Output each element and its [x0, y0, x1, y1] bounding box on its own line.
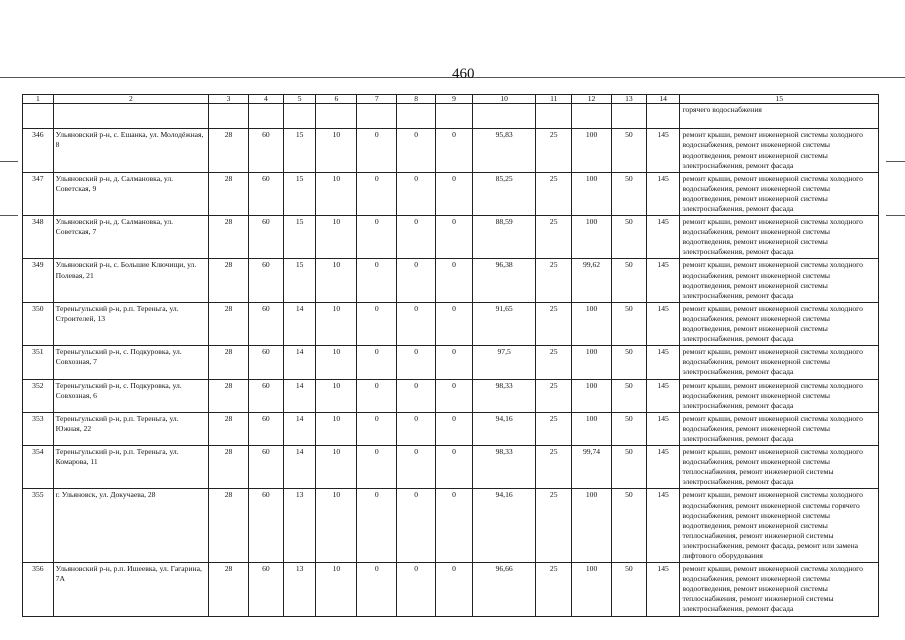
- value-cell: 10: [316, 563, 357, 616]
- value-cell: 28: [209, 379, 249, 412]
- scan-margin-mark: [0, 215, 18, 216]
- value-cell: 0: [357, 563, 397, 616]
- value-cell: 0: [436, 412, 473, 445]
- value-cell: 0: [357, 216, 397, 259]
- value-cell: 50: [611, 489, 646, 563]
- value-cell: 94,16: [472, 412, 535, 445]
- value-cell: 50: [611, 172, 646, 215]
- value-cell: 60: [248, 412, 283, 445]
- value-cell: 0: [357, 346, 397, 379]
- value-cell: 15: [283, 259, 316, 302]
- value-cell: 85,25: [472, 172, 535, 215]
- works-cell: ремонт крыши, ремонт инженерной системы холодного водоснабжения, ремонт инженерной системы водоотведения, ремонт инженерной системы электроснабжения, ремонт фасада: [680, 129, 879, 172]
- value-cell: 96,38: [472, 259, 535, 302]
- value-cell: 145: [646, 379, 680, 412]
- value-cell: 0: [436, 346, 473, 379]
- value-cell: 28: [209, 129, 249, 172]
- address-cell: Тереньгульский р-н, р.п. Тереньга, ул. Южная, 22: [53, 412, 208, 445]
- value-cell: 100: [572, 379, 612, 412]
- table-row: [23, 412, 879, 445]
- row-number-cell: 350: [23, 302, 54, 345]
- value-cell: 28: [209, 302, 249, 345]
- value-cell: 25: [536, 216, 572, 259]
- table-row: [23, 302, 879, 345]
- value-cell: 10: [316, 346, 357, 379]
- value-cell: 100: [572, 346, 612, 379]
- address-cell: Тереньгульский р-н, с. Подкуровка, ул. Совхозная, 7: [53, 346, 208, 379]
- value-cell: 100: [572, 129, 612, 172]
- address-cell: Тереньгульский р-н, р.п. Тереньга, ул. Комарова, 11: [53, 446, 208, 489]
- value-cell: 0: [357, 489, 397, 563]
- value-cell: 60: [248, 302, 283, 345]
- works-cell: ремонт крыши, ремонт инженерной системы холодного водоснабжения, ремонт инженерной системы водоотведения, ремонт инженерной системы электроснабжения, ремонт фасада: [680, 302, 879, 345]
- empty-cell: [248, 104, 283, 129]
- address-cell: г. Ульяновск, ул. Докучаева, 28: [53, 489, 208, 563]
- empty-cell: [209, 104, 249, 129]
- empty-cell: [53, 104, 208, 129]
- value-cell: 0: [357, 129, 397, 172]
- value-cell: 50: [611, 216, 646, 259]
- value-cell: 145: [646, 172, 680, 215]
- value-cell: 0: [436, 563, 473, 616]
- header-cell: 5: [283, 95, 316, 104]
- value-cell: 25: [536, 302, 572, 345]
- works-cell: ремонт крыши, ремонт инженерной системы холодного водоснабжения, ремонт инженерной системы водоотведения, ремонт инженерной системы теплоснабжения, ремонт инженерной системы электроснабжения, ремонт фасада: [680, 563, 879, 616]
- empty-cell: [572, 104, 612, 129]
- works-cell: ремонт крыши, ремонт инженерной системы холодного водоснабжения, ремонт инженерной системы электроснабжения, ремонт фасада: [680, 346, 879, 379]
- value-cell: 25: [536, 346, 572, 379]
- header-cell: 2: [53, 95, 208, 104]
- works-cell: ремонт крыши, ремонт инженерной системы холодного водоснабжения, ремонт инженерной системы горячего водоснабжения, ремонт инженерной системы водоотведения, ремонт инженерной системы теплоснабжения, ремонт инженерной системы электроснабжения, ремонт фасада, ремонт или замена лифтового оборудования: [680, 489, 879, 563]
- works-cell: ремонт крыши, ремонт инженерной системы холодного водоснабжения, ремонт инженерной системы водоотведения, ремонт инженерной системы электроснабжения, ремонт фасада: [680, 172, 879, 215]
- value-cell: 60: [248, 379, 283, 412]
- value-cell: 28: [209, 446, 249, 489]
- value-cell: 60: [248, 346, 283, 379]
- table-row: [23, 379, 879, 412]
- value-cell: 0: [397, 412, 436, 445]
- works-cell: ремонт крыши, ремонт инженерной системы холодного водоснабжения, ремонт инженерной системы водоотведения, ремонт инженерной системы электроснабжения, ремонт фасада: [680, 216, 879, 259]
- value-cell: 25: [536, 412, 572, 445]
- value-cell: 60: [248, 216, 283, 259]
- value-cell: 25: [536, 563, 572, 616]
- empty-cell: [472, 104, 535, 129]
- value-cell: 145: [646, 216, 680, 259]
- row-number-cell: 348: [23, 216, 54, 259]
- works-cell: ремонт крыши, ремонт инженерной системы холодного водоснабжения, ремонт инженерной системы электроснабжения, ремонт фасада: [680, 379, 879, 412]
- value-cell: 99,74: [572, 446, 612, 489]
- value-cell: 0: [397, 563, 436, 616]
- value-cell: 145: [646, 489, 680, 563]
- value-cell: 28: [209, 259, 249, 302]
- value-cell: 100: [572, 563, 612, 616]
- value-cell: 0: [357, 446, 397, 489]
- continuation-row: [23, 104, 879, 129]
- header-cell: 10: [472, 95, 535, 104]
- value-cell: 96,66: [472, 563, 535, 616]
- value-cell: 145: [646, 412, 680, 445]
- value-cell: 10: [316, 129, 357, 172]
- row-number-cell: 356: [23, 563, 54, 616]
- value-cell: 145: [646, 302, 680, 345]
- address-cell: Ульяновский р-н, с. Большие Ключищи, ул. Полевая, 21: [53, 259, 208, 302]
- value-cell: 0: [397, 129, 436, 172]
- header-cell: 12: [572, 95, 612, 104]
- value-cell: 60: [248, 259, 283, 302]
- value-cell: 14: [283, 346, 316, 379]
- value-cell: 15: [283, 129, 316, 172]
- value-cell: 98,33: [472, 379, 535, 412]
- header-cell: 6: [316, 95, 357, 104]
- table-body: [23, 95, 879, 617]
- value-cell: 10: [316, 446, 357, 489]
- table-row: [23, 346, 879, 379]
- row-number-cell: 346: [23, 129, 54, 172]
- continuation-works-cell: горячего водоснабжения: [680, 104, 879, 129]
- address-cell: Тереньгульский р-н, р.п. Тереньга, ул. Строителей, 13: [53, 302, 208, 345]
- value-cell: 0: [357, 379, 397, 412]
- value-cell: 25: [536, 129, 572, 172]
- value-cell: 95,83: [472, 129, 535, 172]
- value-cell: 25: [536, 379, 572, 412]
- table-row: [23, 216, 879, 259]
- value-cell: 0: [397, 302, 436, 345]
- value-cell: 28: [209, 563, 249, 616]
- value-cell: 50: [611, 412, 646, 445]
- value-cell: 0: [397, 446, 436, 489]
- value-cell: 0: [397, 346, 436, 379]
- value-cell: 13: [283, 563, 316, 616]
- value-cell: 0: [357, 302, 397, 345]
- value-cell: 100: [572, 489, 612, 563]
- value-cell: 91,65: [472, 302, 535, 345]
- value-cell: 10: [316, 489, 357, 563]
- row-number-cell: 352: [23, 379, 54, 412]
- row-number-cell: 355: [23, 489, 54, 563]
- empty-cell: [316, 104, 357, 129]
- header-row: [23, 95, 879, 104]
- header-cell: 7: [357, 95, 397, 104]
- empty-cell: [397, 104, 436, 129]
- row-number-cell: 354: [23, 446, 54, 489]
- empty-cell: [646, 104, 680, 129]
- header-cell: 13: [611, 95, 646, 104]
- value-cell: 28: [209, 346, 249, 379]
- table-row: [23, 259, 879, 302]
- address-cell: Ульяновский р-н, с. Ешанка, ул. Молодёжная, 8: [53, 129, 208, 172]
- value-cell: 10: [316, 302, 357, 345]
- value-cell: 13: [283, 489, 316, 563]
- value-cell: 0: [397, 216, 436, 259]
- value-cell: 60: [248, 489, 283, 563]
- value-cell: 94,16: [472, 489, 535, 563]
- empty-cell: [283, 104, 316, 129]
- value-cell: 0: [436, 446, 473, 489]
- value-cell: 28: [209, 216, 249, 259]
- value-cell: 14: [283, 446, 316, 489]
- data-table: [22, 94, 879, 617]
- scan-margin-mark: [886, 215, 905, 216]
- value-cell: 0: [357, 172, 397, 215]
- value-cell: 50: [611, 346, 646, 379]
- empty-cell: [23, 104, 54, 129]
- empty-cell: [536, 104, 572, 129]
- value-cell: 50: [611, 446, 646, 489]
- value-cell: 0: [436, 489, 473, 563]
- value-cell: 0: [397, 259, 436, 302]
- row-number-cell: 349: [23, 259, 54, 302]
- value-cell: 50: [611, 563, 646, 616]
- value-cell: 145: [646, 446, 680, 489]
- value-cell: 28: [209, 489, 249, 563]
- value-cell: 100: [572, 412, 612, 445]
- value-cell: 0: [436, 172, 473, 215]
- header-cell: 8: [397, 95, 436, 104]
- header-cell: 1: [23, 95, 54, 104]
- value-cell: 10: [316, 379, 357, 412]
- value-cell: 50: [611, 259, 646, 302]
- value-cell: 100: [572, 172, 612, 215]
- value-cell: 15: [283, 216, 316, 259]
- scan-margin-mark: [886, 161, 905, 162]
- address-cell: Тереньгульский р-н, с. Подкуровка, ул. Совхозная, 6: [53, 379, 208, 412]
- value-cell: 25: [536, 489, 572, 563]
- value-cell: 98,33: [472, 446, 535, 489]
- header-cell: 14: [646, 95, 680, 104]
- value-cell: 14: [283, 412, 316, 445]
- address-cell: Ульяновский р-н, р.п. Ишеевка, ул. Гагарина, 7А: [53, 563, 208, 616]
- value-cell: 100: [572, 216, 612, 259]
- table-row: [23, 446, 879, 489]
- value-cell: 10: [316, 412, 357, 445]
- value-cell: 28: [209, 172, 249, 215]
- value-cell: 0: [436, 259, 473, 302]
- header-cell: 15: [680, 95, 879, 104]
- value-cell: 10: [316, 216, 357, 259]
- value-cell: 145: [646, 346, 680, 379]
- table-row: [23, 172, 879, 215]
- empty-cell: [611, 104, 646, 129]
- row-number-cell: 353: [23, 412, 54, 445]
- value-cell: 14: [283, 302, 316, 345]
- value-cell: 25: [536, 259, 572, 302]
- row-number-cell: 351: [23, 346, 54, 379]
- works-cell: ремонт крыши, ремонт инженерной системы холодного водоснабжения, ремонт инженерной системы теплоснабжения, ремонт инженерной системы электроснабжения, ремонт фасада: [680, 446, 879, 489]
- value-cell: 15: [283, 172, 316, 215]
- value-cell: 145: [646, 563, 680, 616]
- value-cell: 10: [316, 259, 357, 302]
- value-cell: 88,59: [472, 216, 535, 259]
- value-cell: 0: [436, 129, 473, 172]
- value-cell: 0: [397, 172, 436, 215]
- value-cell: 145: [646, 129, 680, 172]
- empty-cell: [357, 104, 397, 129]
- value-cell: 50: [611, 129, 646, 172]
- works-cell: ремонт крыши, ремонт инженерной системы холодного водоснабжения, ремонт инженерной системы электроснабжения, ремонт фасада: [680, 412, 879, 445]
- works-cell: ремонт крыши, ремонт инженерной системы холодного водоснабжения, ремонт инженерной системы водоотведения, ремонт инженерной системы электроснабжения, ремонт фасада: [680, 259, 879, 302]
- header-cell: 11: [536, 95, 572, 104]
- value-cell: 60: [248, 172, 283, 215]
- value-cell: 50: [611, 379, 646, 412]
- value-cell: 10: [316, 172, 357, 215]
- value-cell: 0: [397, 489, 436, 563]
- header-cell: 9: [436, 95, 473, 104]
- value-cell: 0: [357, 412, 397, 445]
- address-cell: Ульяновский р-н, д. Салмановка, ул. Советская, 7: [53, 216, 208, 259]
- value-cell: 97,5: [472, 346, 535, 379]
- value-cell: 0: [436, 216, 473, 259]
- value-cell: 28: [209, 412, 249, 445]
- value-cell: 14: [283, 379, 316, 412]
- value-cell: 0: [436, 379, 473, 412]
- value-cell: 60: [248, 129, 283, 172]
- table-row: [23, 129, 879, 172]
- header-cell: 3: [209, 95, 249, 104]
- value-cell: 0: [397, 379, 436, 412]
- scan-margin-mark: [0, 161, 18, 162]
- value-cell: 0: [357, 259, 397, 302]
- value-cell: 25: [536, 446, 572, 489]
- value-cell: 0: [436, 302, 473, 345]
- table-row: [23, 563, 879, 616]
- value-cell: 60: [248, 446, 283, 489]
- row-number-cell: 347: [23, 172, 54, 215]
- address-cell: Ульяновский р-н, д. Салмановка, ул. Советская, 9: [53, 172, 208, 215]
- value-cell: 100: [572, 302, 612, 345]
- value-cell: 60: [248, 563, 283, 616]
- empty-cell: [436, 104, 473, 129]
- page-number: 460: [452, 66, 475, 82]
- value-cell: 50: [611, 302, 646, 345]
- value-cell: 145: [646, 259, 680, 302]
- table-row: [23, 489, 879, 563]
- value-cell: 99,62: [572, 259, 612, 302]
- value-cell: 25: [536, 172, 572, 215]
- header-cell: 4: [248, 95, 283, 104]
